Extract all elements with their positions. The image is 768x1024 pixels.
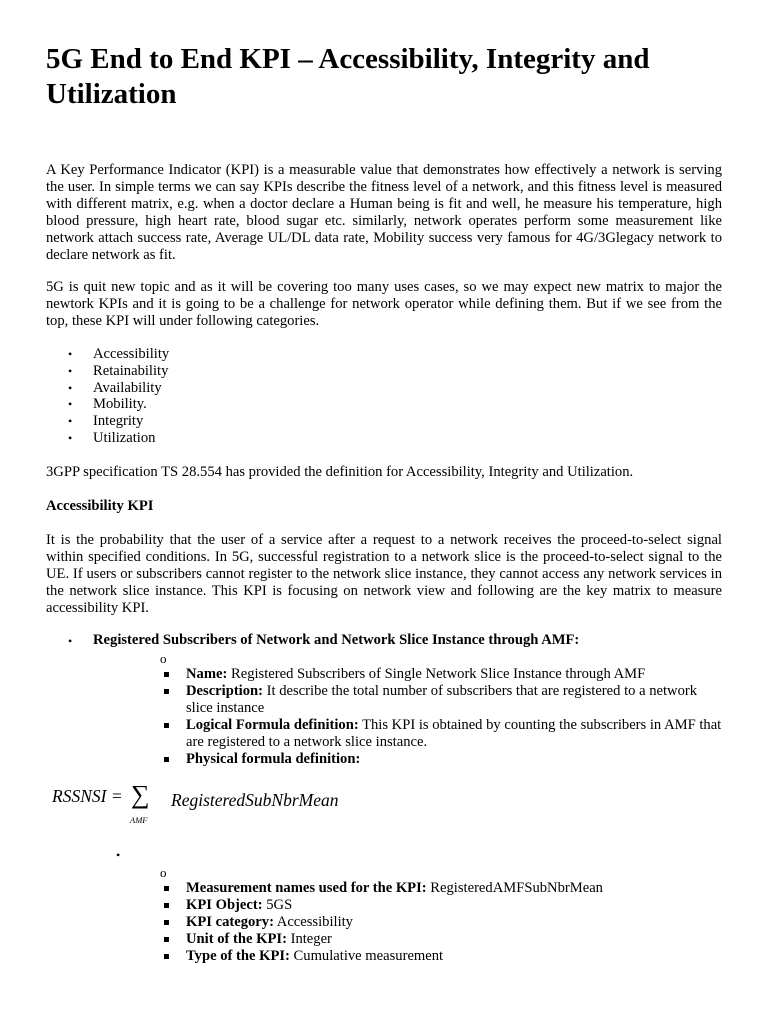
list-item: • Accessibility (46, 346, 169, 363)
list-item: Name: Registered Subscribers of Single Network Slice Instance through AMF (186, 666, 726, 683)
list-item: Type of the KPI: Cumulative measurement (186, 948, 726, 965)
kpi-definition-list (186, 666, 726, 768)
list-item: KPI category: Accessibility (186, 914, 726, 931)
list-item: • Availability (46, 380, 169, 397)
list-item: Description: It describe the total number of subscribers that are registered to a network slice instance (186, 683, 726, 717)
accessibility-paragraph: It is the probability that the user of a service after a request to a network receives the proceed-to-select signal within specified conditions. In 5G, successful registration to a network slice is the proceed-to-select signal to the UE. If users or subscribers cannot register to the network slice instance, they cannot access any network services in the network slice instance. This KPI is focusing on network view and following are the key matrix to measure accessibility KPI. (46, 532, 722, 616)
kpi-attribute-list (186, 880, 726, 965)
list-item: Unit of the KPI: Integer (186, 931, 726, 948)
list-item: • Mobility. (46, 396, 169, 413)
list-item: Measurement names used for the KPI: RegisteredAMFSubNbrMean (186, 880, 726, 897)
list-item: • Utilization (46, 430, 169, 447)
circle-bullet-icon: o (160, 651, 167, 666)
accessibility-heading: Accessibility KPI (46, 498, 154, 514)
fiveg-paragraph: 5G is quit new topic and as it will be covering too many uses cases, so we may expect new matrix to major the newtork KPIs and it is going to be a challenge for network operator while defining them. But if we see from the top, these KPI will under following categories. (46, 279, 722, 329)
list-item: • Integrity (46, 413, 169, 430)
formula-subscript: AMF (130, 815, 148, 825)
page-title: 5G End to End KPI – Accessibility, Integrity and Utilization (46, 43, 650, 110)
bullet-icon: • (68, 634, 73, 648)
intro-paragraph: A Key Performance Indicator (KPI) is a measurable value that demonstrates how effectively a network is serving the user. In simple terms we can say KPIs describe the fitness level of a network, and this fitness level is measured with different matrix, e.g. when a doctor declare a Human being is fit and well, he measure his temperature, high blood pressure, high heart rate, blood sugar etc. similarly, network operates perform some measurement like network attach success rate, Average UL/DL data rate, Mobility success very famous for 4G/3Glegacy network to declare network as fit. (46, 162, 722, 263)
formula-lhs: RSSNSI = (52, 786, 123, 806)
list-item: Physical formula definition: (186, 751, 726, 768)
spec-paragraph: 3GPP specification TS 28.554 has provided the definition for Accessibility, Integrity and Utilization. (46, 464, 634, 480)
list-item: Logical Formula definition: This KPI is obtained by counting the subscribers in AMF that are registered to a network slice instance. (186, 717, 726, 751)
sigma-symbol: ∑ (131, 780, 150, 809)
list-item: KPI Object: 5GS (186, 897, 726, 914)
circle-bullet-icon: o (160, 865, 167, 880)
bullet-icon: • (116, 848, 121, 862)
list-item: • Retainability (46, 363, 169, 380)
formula-rhs: RegisteredSubNbrMean (171, 790, 339, 810)
kpi-main-title: Registered Subscribers of Network and Network Slice Instance through AMF: (93, 632, 580, 648)
kpi-category-list (46, 346, 169, 447)
